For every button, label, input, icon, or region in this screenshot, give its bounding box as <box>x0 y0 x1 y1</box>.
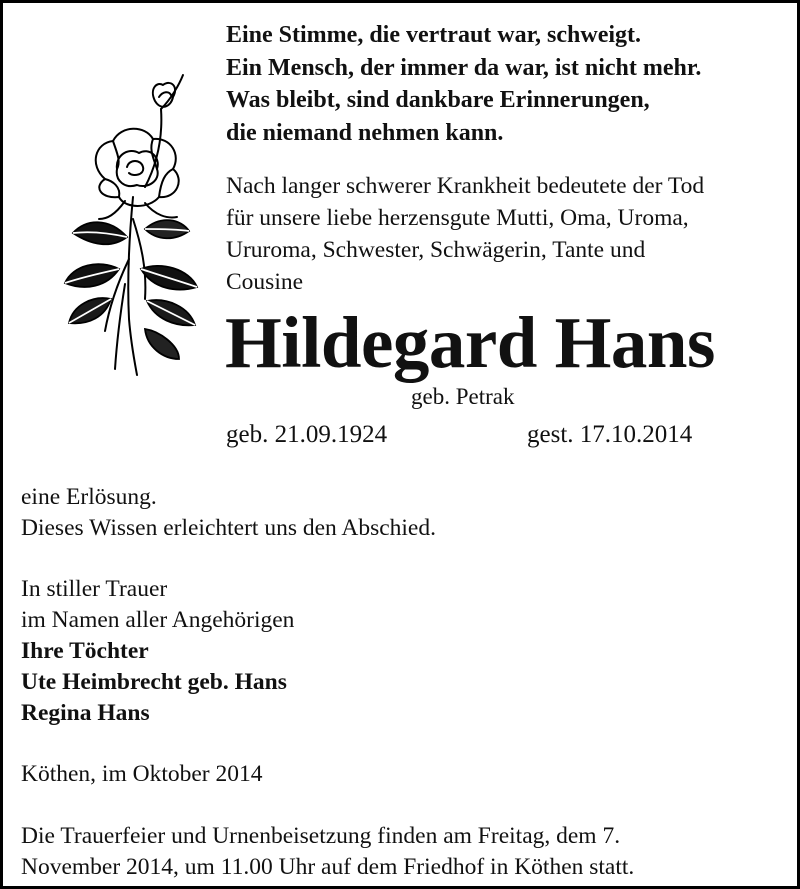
poem-line: die niemand nehmen kann. <box>226 119 504 146</box>
deceased-name: Hildegard Hans <box>225 302 715 383</box>
life-dates <box>226 420 726 450</box>
death-date: gest. 17.10.2014 <box>527 421 693 448</box>
signature-line: im Namen aller Angehörigen <box>21 607 295 634</box>
intro-line: für unsere liebe herzensgute Mutti, Oma, Uroma, <box>226 205 689 231</box>
poem <box>226 19 701 149</box>
spacer <box>21 790 634 821</box>
intro-line: Cousine <box>226 269 304 295</box>
rose-icon <box>29 69 229 379</box>
place-date: Köthen, im Oktober 2014 <box>21 761 263 788</box>
spacer <box>21 544 634 575</box>
message-line: Dieses Wissen erleichtert uns den Abschied. <box>21 514 436 541</box>
poem-line: Eine Stimme, die vertraut war, schweigt. <box>226 22 642 48</box>
message-line: eine Erlösung. <box>21 484 157 510</box>
intro-line: Nach langer schwerer Krankheit bedeutete der Tod <box>226 173 705 199</box>
signature-person: Ute Heimbrecht geb. Hans <box>21 668 287 695</box>
poem-line: Was bleibt, sind dankbare Erinnerungen, <box>226 87 650 113</box>
poem-line: Ein Mensch, der immer da war, ist nicht mehr. <box>226 54 702 81</box>
signature-person: Regina Hans <box>21 699 150 726</box>
funeral-line: Die Trauerfeier und Urnenbeisetzung finden am Freitag, dem 7. <box>21 822 621 849</box>
intro-line: Ururoma, Schwester, Schwägerin, Tante und <box>226 237 646 263</box>
signature-line: In stiller Trauer <box>21 576 168 603</box>
notice-body <box>21 482 634 882</box>
funeral-line: November 2014, um 11.00 Uhr auf dem Friedhof in Köthen statt. <box>21 853 635 880</box>
spacer <box>21 728 634 759</box>
intro-text <box>226 170 704 298</box>
birth-date: geb. 21.09.1924 <box>226 421 388 448</box>
birth-name: geb. Petrak <box>411 384 515 409</box>
signature-group: Ihre Töchter <box>21 637 149 664</box>
